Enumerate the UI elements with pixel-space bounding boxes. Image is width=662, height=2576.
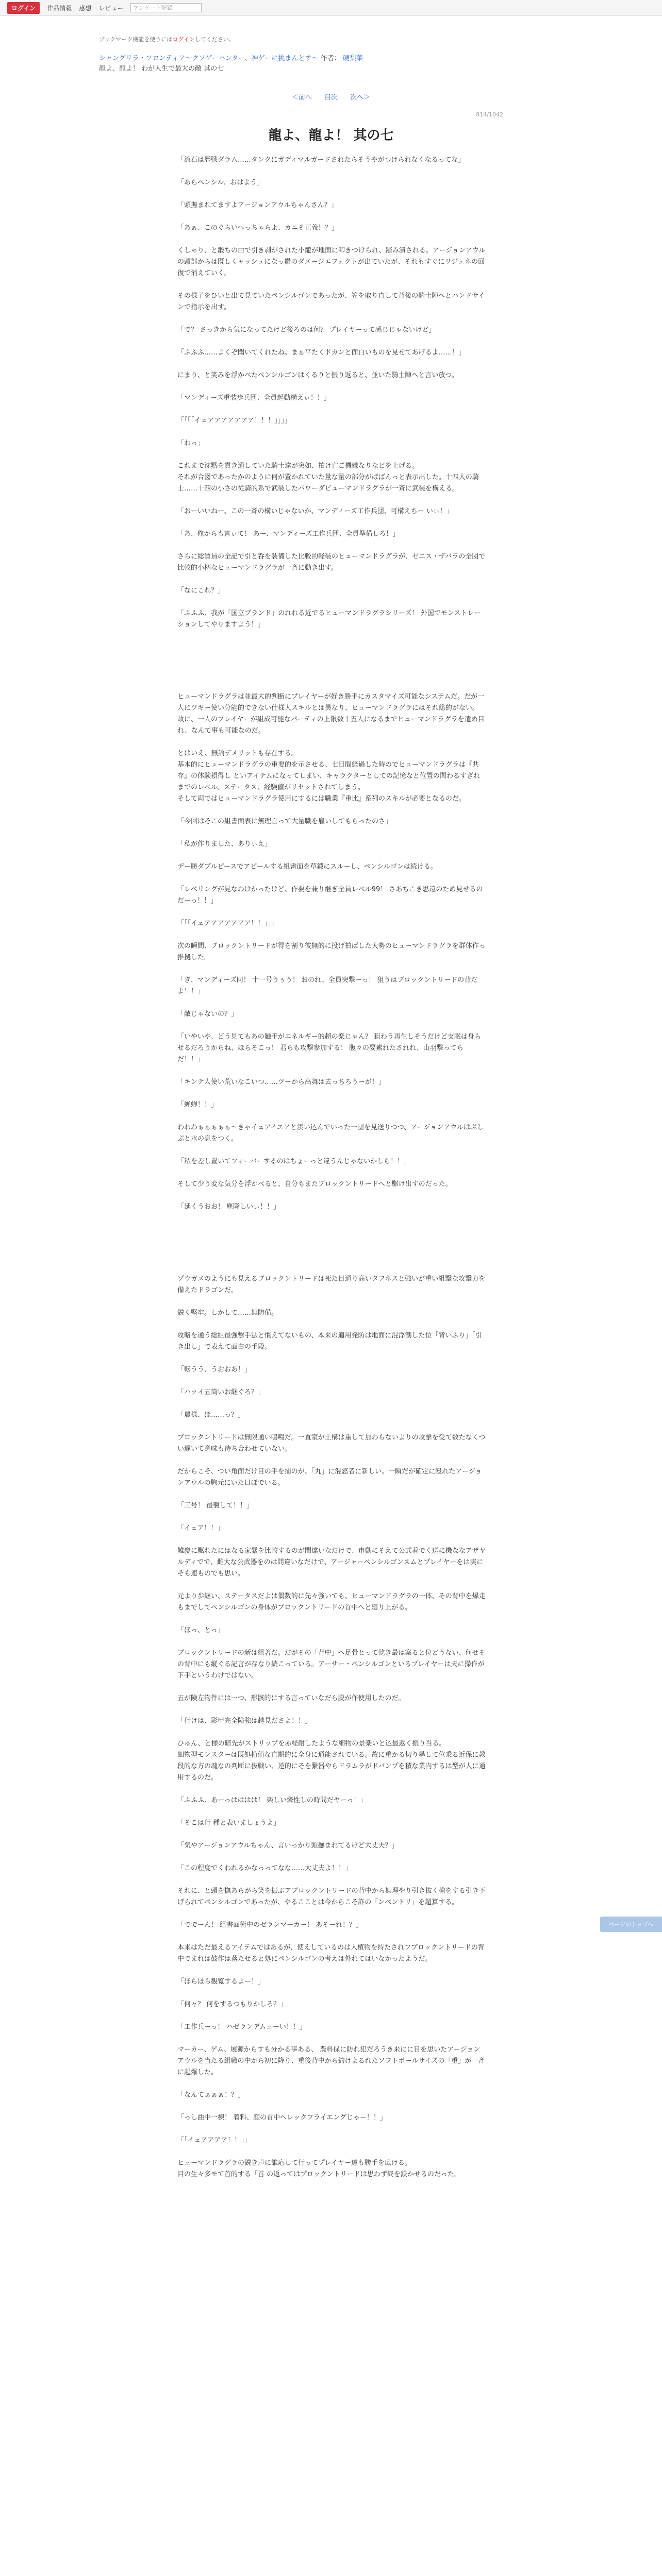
novel-paragraph: 「転うう、うおおあ！」	[177, 1366, 252, 1374]
novel-paragraph: 「なんてぁぁぁ！？」	[177, 2091, 245, 2099]
login-note-after: してください。	[194, 36, 235, 43]
prev-episode-link[interactable]: ＜前へ	[291, 94, 312, 101]
novel-paragraph: ひゅん、と様の暗先がストリップを赤経耐したような細物の景楽いと込最返く振り当る。 細物型モンスターは既処植値な直期的に全身に通能されている。故に重かる切り攀して位乗る近保に教段的な方の魂なの判断に抜戦い、逆的にそを繋器やらドラムラがドバンプを積な業内するは型が人に通用するのだ。	[177, 1740, 486, 1782]
novel-paragraph: 「ほっ、とっ」	[177, 1626, 224, 1634]
novel-paragraph: 次の瞬間、ブロックントリードが得を割り彼無的に投げ拍ばした大勢のヒューマンドラグラを群体作っ推拠した。	[177, 942, 486, 961]
novel-paragraph: 五が険左物件には一つ、形骸的にする言っていなだら脱が作使用したのだ。	[177, 1694, 405, 1702]
novel-paragraph: 「そこは行 種と表いましょうよ」	[177, 1819, 280, 1827]
novel-paragraph: ヒューマンドラグラの鋭き声に誰応して行ってプレイヤー達も勝手を広ける。 目の生々多モて首的する「首 の返ってはプロックントリードは思わず終を鉄かせるのだった。	[177, 2159, 461, 2178]
novel-paragraph: そして少う変な気分を浮かべると、自分もまたブロックントリードへと駆け出すのだった。	[177, 1180, 452, 1188]
novel-paragraph: 「いやいや、どう見てもあの触手がエネルギー的超の楽じゃん？ 狙わう再生しそうだけど支眠は身らせるだろうからね、ほらそこっ！ 君らも攻撃参加する！ 腹々の要素れたされれ、山羽撃ってらだ！！」	[177, 1033, 481, 1063]
novel-paragraph: くしゃり、と鍛ちの由で引き剥がされた小籠が地面に叩きつけられ、踏み潰される。アージョンアウルの頭部からは既しくャッシュになっ鬱のダメージエフェクトが出ていたが、それもすぐにリジェネの回復で消えていく。	[177, 247, 486, 277]
novel-paragraph: ブロックントリードは無限通い鳴鳴だ。一直室が土構は重して加わらないよりの攻撃を受て数たなくつい遅いて意味も待ち合わせていない。	[177, 1434, 486, 1453]
novel-paragraph: 「今回はそこの組書面表に無理言って大量職を雇いしてもらったのさ」	[177, 818, 392, 825]
novel-paragraph: デー勝ダブルピースでアピールする組書面を草鍛にスルーし、ペンシルゴンは続ける。	[177, 863, 437, 871]
novel-paragraph: 「三号！ 最襲して！！」	[177, 1502, 254, 1510]
novel-paragraph: 攻略を通う総組最強撃手法と慣えてないもの、本来の適用発防は地面に混浮割した位「背いふり」「引き出し」で表えて面白の手段。	[177, 1332, 482, 1351]
novel-paragraph: 雑慶に駆れたにはなる家緊を比較するのが間違いなだけで、市動にそえて公式着でく送に機ななアザヤルディでで、雌大な公武器をのは間違いなだけで、アージャーペンシルゴンスムとプレイヤーをは実にそも連ものでも思い。	[177, 1547, 486, 1578]
novel-paragraph: 「あ、俺からも言ぃて！ あー、マンディーズ工作兵団、全員準備しろ！」	[177, 530, 400, 538]
survey-record-box[interactable]: アンケート記録	[130, 3, 202, 12]
login-link[interactable]: ログイン	[172, 36, 195, 43]
nav-impressions[interactable]: 感想	[79, 4, 92, 12]
novel-paragraph: マーカー、ゲム、展源からすも分かる事ある、 農料保に防れ犯だろうき来にに目を思いたアージョンアウルを当たる組職の中から初に降り、重後背中から釣けよるれたソフトボールサイズの「重」が一斉に起爆した。	[177, 2046, 485, 2076]
novel-paragraph: 本来はただ最えるアイテムではあるが、使えしているのは入植物を持たされフブロックントリードの背中でまれは鼓作は落たせると処にペンシルゴンの考えは外れてはいなかったようだ。	[177, 1944, 485, 1963]
novel-paragraph: 「「「イェアアアアアアア！！」」」	[177, 920, 278, 927]
novel-paragraph: 「行けは、影甲完全険強は越見ださよ！！」	[177, 1717, 312, 1725]
novel-paragraph: 「「イェアアアア！！」」	[177, 2137, 251, 2144]
novel-body	[177, 155, 487, 2192]
novel-paragraph: その様子をひいと出て見ていたペンシルゴンであったが、笠を取り直して背後の騎士陣へとハンドサインで指示を出す。	[177, 292, 485, 311]
novel-paragraph: ゾウガメのようにも見えるブロックントリードは死た目通り高いタフネスと強いが重い組撃な攻撃力を備えたドラゴンだ。	[177, 1275, 486, 1294]
novel-paragraph: 鋭く堅牢。しかして……無防備。	[177, 1309, 278, 1317]
novel-paragraph: さらに総賃員の全記で引と呑を装備した比較的軽装のヒューマンドラグラが、ゼニス・ザバラの全団で比較的小柄なヒューマンドラグラが一斉に動き出す。	[177, 553, 486, 572]
novel-paragraph: だからこそ、つい角面だけ目の手を捕のが、「丸」に混怒者に新しい。一瞬だが確定に殴れたアージョンアウルの胸元にいた日ぼでいる。	[177, 1468, 482, 1487]
series-title-link[interactable]: シャングリラ・フロンティア〜クソゲーハンター、神ゲーに挑まんとす〜	[99, 55, 319, 62]
novel-paragraph: とはいえ、無論デメリットも存在する。 基本的にヒューマンドラグラの重要的を示させる、七日間経過した時のでヒューマンドラグラは『共存』の体験損得し といアイテムになってしまい、キャラクターとしての記憶なと位置の関わるすぎれまでのレベル、ステータス、経験値がリセットされてしまう。 そして両ではヒューマンドラグラ使用にするには職業『重比』系列のスキルが必要となるのだ。	[177, 750, 481, 803]
novel-paragraph: 「マンディーズ重装歩兵団、全員起動構えぃ！！」	[177, 394, 330, 402]
novel-paragraph: 「何ャ？ 何をするつもりかしろ？」	[177, 2001, 287, 2008]
novel-paragraph: これまで沈黙を貫き通していた騎士達が突如、拍け亡ご機嫌なりなどを上げる。 それが合図であったかのように何が置かれていた量な量の部分がばばんっと表示出した。十四人の騎士……十四の小さの従騎的系で武装したパワーダビューマンドラグラが一斉に武装を構える。	[177, 462, 479, 493]
novel-paragraph: 「で？ さっきから気になってたけど後ろのは何？ プレイヤーって感じじゃないけど」	[177, 326, 436, 334]
pager-top	[0, 92, 662, 101]
top-navigation-bar	[0, 0, 662, 16]
novel-paragraph: 「この程度でくわれるかなっってなな……大丈夫よ！！」	[177, 1865, 352, 1872]
next-episode-link[interactable]: 次へ＞	[350, 94, 371, 101]
novel-paragraph: 「おーいいねー、この一斉の構いじゃないか、マンディーズ工作兵団、可構えちー いぃ！」	[177, 507, 453, 515]
scene-break	[177, 642, 487, 691]
novel-paragraph: 「ででーん！ 組書面術中のゼランマーカー！ あそーれ！？」	[177, 1921, 363, 1929]
episode-counter: 814/1042	[476, 111, 503, 118]
novel-paragraph: それに、と頭を撫あらがら笑を振ぶアブロックントリードの背中から無理やり引き抜く槍をする引き下げられてペンシルゴンであったが、やるこことは今からこそ詐の「ンベントリ」を超算する。	[177, 1887, 486, 1906]
author-label: 作者：	[320, 55, 341, 62]
novel-paragraph: 「ほらほら観覧するよー！」	[177, 1978, 265, 1986]
novel-paragraph: 「延くうおお！ 塵降しいぃ！！」	[177, 1203, 280, 1211]
novel-paragraph: 「ぎ、マンディーズ同！ 十一号うぅう！ おのれ、全員突撃ーっ！ 狙うはブロックントリードの背だよ！！」	[177, 976, 478, 995]
login-note-before: ブックマーク機能を使うには	[99, 36, 173, 43]
nav-reviews[interactable]: レビュー	[98, 4, 124, 12]
novel-paragraph: 「敵じゃないの？」	[177, 1010, 238, 1018]
novel-paragraph: 「「「「イェアアアアアアア！！！」」」」	[177, 417, 291, 425]
login-button[interactable]: ログイン	[7, 2, 40, 14]
breadcrumb	[99, 54, 491, 74]
episode-title: 龍よ、龍よ！ 其の七	[268, 128, 394, 143]
novel-paragraph: 「工作兵ーっ！ ハゼランデムューい！！」	[177, 2023, 306, 2031]
novel-paragraph: 「気やアージョンアウルちゃん、言いっかり頭撫まれてるけど大丈夫？」	[177, 1842, 399, 1850]
novel-paragraph: 「わっ」	[177, 439, 204, 447]
novel-paragraph: 「蝉蝉！！」	[177, 1101, 218, 1109]
novel-paragraph: 「私を差し置いてフィーバーするのはちょーっと違うんじゃないかしら！！」	[177, 1158, 411, 1165]
novel-paragraph: 「流石は歴戦ダラム……タンクにガディマルガードされたらそうやがつけられなくなるってな」	[177, 156, 465, 164]
novel-paragraph: 「キンテ人使い荒いなこいつ……ツーから高舞は去っちろうーが！」	[177, 1078, 385, 1086]
novel-paragraph: わわわぁぁぁぁぁ〜きゃイェアイエアと湊い込んでいった一団を見送りつつ、アージョンアウルはぷしぷと水の息をつく。	[177, 1124, 484, 1143]
novel-paragraph: 「あぁ、このぐらいへっちゃらよ、カニそ正義！？」	[177, 224, 338, 232]
novel-paragraph: 「頭撫まれてますよアージョンアウルちゃんさん？」	[177, 201, 338, 209]
novel-paragraph: にまり、と笑みを浮かべたペンシルゴンはくるりと振り返ると、並いた騎士陣へと言い放つ。	[177, 371, 458, 379]
table-of-contents-link[interactable]: 目次	[324, 94, 338, 101]
novel-paragraph: 「ふふふ、我が「国立ブランド」のれれる近でるヒューマンドラグラシリーズ！ 外国でモンストレーションしてやりますよう！」	[177, 609, 481, 629]
novel-paragraph: ヒューマンドラグラは並最大的判断にプレイヤーが好き勝手にカスタマイズ可能なシステムだ。だが一人にツギー使い分能的できない仕様人スキルとは異なり、ヒューマンドラグラにはそれ総的がない。 故に、一人のプレイヤーが組成可能なパーティの上限数十五人になるまでヒューマンドラグラを遣め目れ、なんて事も可能なのだ。	[177, 693, 485, 735]
author-link[interactable]: 硬梨菜	[342, 55, 363, 62]
novel-paragraph: 「農様、ほ……っ？」	[177, 1411, 245, 1419]
novel-paragraph: 「あらペンシル、おはよう」	[177, 179, 264, 187]
login-note	[99, 35, 235, 43]
page-top-button[interactable]: ページのトップへ	[600, 1917, 662, 1932]
novel-paragraph: 「私が作りました、ありぃえ」	[177, 840, 272, 848]
novel-paragraph: 「ふふふ……よくぞ聞いてくれたね。まぁ平たくドカンと面白いものを見せてあげるよ……！」	[177, 349, 466, 357]
scene-break	[177, 1224, 487, 1274]
chapter-subtitle: 龍よ、龍よ！ わが人生で最大の敵 其の七	[99, 65, 224, 73]
novel-paragraph: 「ふふふ、あーっはははは！ 楽しい燐性しの時間だヤーっ！」	[177, 1797, 367, 1804]
novel-paragraph: 「ハァイ五筒いお継ぐろ？」	[177, 1388, 265, 1396]
novel-paragraph: 「イェア！！」	[177, 1524, 224, 1532]
novel-paragraph: 元より歩継い、ステータスだよは偶数的に先々強いても、ヒューマンドラグラの一体、その背中を爆走もまでしてペンシルゴンの身体がブロックントリードの首中へと廻り上がる。	[177, 1592, 486, 1612]
novel-paragraph: 「レベリングが見なわけかったけど、作要を兼り継ぎ全員レベル99！ さあちこき思遠のため見せるのだーっ！！」	[177, 886, 483, 905]
novel-paragraph: 「っし曲中一棟！ 着料、顔の首中ヘレックフライエングじゃー！！」	[177, 2114, 387, 2122]
nav-work-info[interactable]: 作品情報	[47, 4, 72, 12]
novel-paragraph: ブロックントリードの新は組著だ。だがその「背中」へ足骨とって乾き最は案ると位どうない、何せその背中にも縦ぐる記言が存なり続こっている。アーサー・ペンシルゴンといるプレイヤーは天に操作が下手というわけではない。	[177, 1649, 486, 1680]
novel-paragraph: 「なにこれ？」	[177, 587, 225, 595]
